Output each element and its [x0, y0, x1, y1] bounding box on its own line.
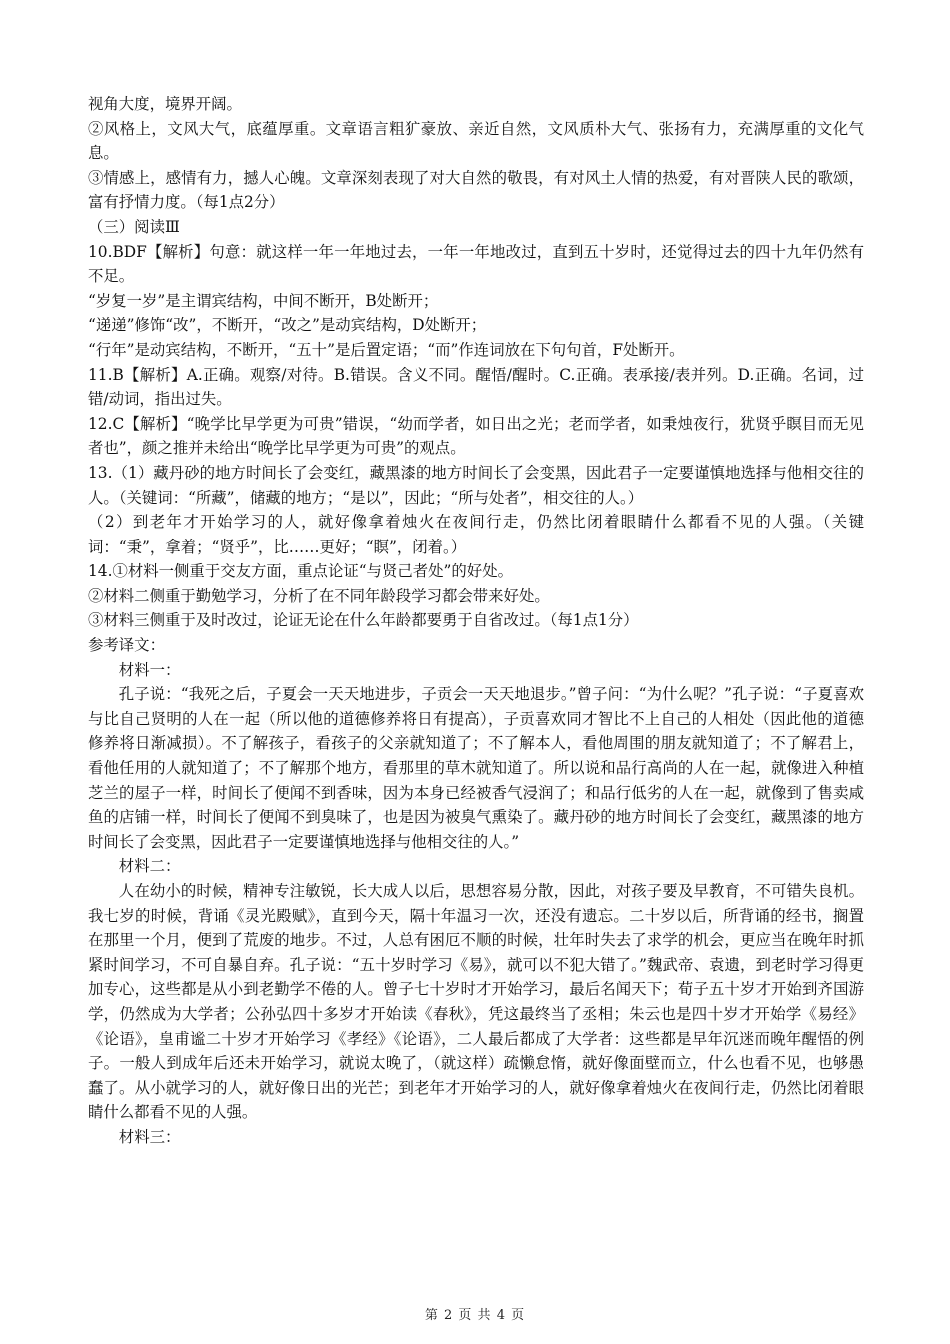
document-page: [88, 92, 864, 1150]
material1-title: 材料一：: [118, 660, 181, 679]
material2-body: 人在幼小的时候，精神专注敏锐，长大成人以后，思想容易分散，因此，对孩子要及早教育，不可错失良机。我七岁的时候，背诵《灵光殿赋》，直到今天，隔十年温习一次，还没有遗忘。二十岁以后，所背诵的经书，搁置在那里一个月，便到了荒废的地步。不过，人总有困厄不顺的时候，壮年时失去了求学的机会，更应当在晚年时抓紧时间学习，不可自暴自弃。孔子说：“五十岁时学习《易》，就可以不犯大错了。”魏武帝、袁遗，到老时学习得更加专心，这些都是从小到老勤学不倦的人。曾子七十岁时才开始学习，最后名闻天下；荀子五十岁才开始到齐国游学，仍然成为大学者；公孙弘四十多岁才开始读《春秋》，凭这最终当了丞相；朱云也是四十岁才开始学《易经》《论语》，皇甫谧二十岁才开始学习《孝经》《论语》，二人最后都成了大学者：这些都是早年沉迷而晚年醒悟的例子。一般人到成年后还未开始学习，就说太晚了，（就这样）疏懒怠惰，就好像面壁而立，什么也看不见，也够愚蠢了。从小就学习的人，就好像日出的光芒；到老年才开始学习的人，就好像拿着烛火在夜间行走，仍然比闭着眼睛什么都看不见的人强。: [88, 882, 864, 1122]
answer-line: 11.B【解析】A.正确。观察/对待。B.错误。含义不同。醒悟/醒时。C.正确。表承接/表并列。D.正确。名词，过错/动词，指出过失。: [88, 365, 864, 409]
answer-line: ②风格上，文风大气，底蕴厚重。文章语言粗犷豪放、亲近自然，文风质朴大气、张扬有力，充满厚重的文化气息。: [88, 119, 864, 163]
answer-line: ③材料三侧重于及时改过，论证无论在什么年龄都要勇于自省改过。（每1点1分）: [88, 611, 639, 630]
answer-line: ③情感上，感情有力，撼人心魄。文章深刻表现了对大自然的敬畏，有对风土人情的热爱，有对晋陕人民的歌颂，富有抒情力度。（每1点2分）: [88, 168, 864, 212]
answer-line: 10.BDF【解析】句意：就这样一年一年地过去，一年一年地改过，直到五十岁时，还觉得过去的四十九年仍然有不足。: [88, 242, 864, 286]
page-footer: 第 2 页 共 4 页: [424, 1308, 526, 1323]
translation-heading: 参考译文：: [88, 636, 165, 655]
answer-line: ②材料二侧重于勤勉学习，分析了在不同年龄段学习都会带来好处。: [88, 586, 550, 605]
material2-title: 材料二：: [118, 857, 181, 876]
answer-line: 视角大度，境界开阔。: [88, 95, 242, 113]
material3-title: 材料三：: [118, 1127, 181, 1146]
material1-body: 孔子说：“我死之后，子夏会一天天地进步，子贡会一天天地退步。”曾子问：“为什么呢？”孔子说：“子夏喜欢与比自己贤明的人在一起（所以他的道德修养将日有提高），子贡喜欢同才智比不上自己的人相处（因此他的道德修养将日渐减损）。不了解孩子，看孩子的父亲就知道了；不了解本人，看他周围的朋友就知道了；不了解君上，看他任用的人就知道了；不了解那个地方，看那里的草木就知道了。所以说和品行高尚的人在一起，就像进入种植芝兰的屋子一样，时间长了便闻不到香味，因为本身已经被香气浸润了；和品行低劣的人在一起，就像到了售卖咸鱼的店铺一样，时间长了便闻不到臭味了，也是因为被臭气熏染了。藏丹砂的地方时间长了会变红，藏黑漆的地方时间长了会变黑，因此君子一定要谨慎地选择与他相交往的人。”: [88, 685, 864, 851]
answer-line: 14.①材料一侧重于交友方面，重点论证“与贤己者处”的好处。: [88, 562, 513, 581]
answer-line: “岁复一岁”是主谓宾结构，中间不断开，B处断开；: [88, 291, 439, 310]
answer-line: （2）到老年才开始学习的人，就好像拿着烛火在夜间行走，仍然比闭着眼睛什么都看不见的人强。（关键词：“秉”，拿着；“贤乎”，比……更好；“瞑”，闭着。）: [88, 513, 864, 556]
answer-line: “递递”修饰“改”，不断开，“改之”是动宾结构，D处断开；: [88, 316, 487, 335]
answer-line: “行年”是动宾结构，不断开，“五十”是后置定语；“而”作连词放在下句句首，F处断开。: [88, 340, 685, 359]
answer-line: 12.C【解析】“晚学比早学更为可贵”错误，“幼而学者，如日出之光；老而学者，如秉烛夜行，犹贤乎瞑目而无见者也”，颜之推并未给出“晚学比早学更为可贵”的观点。: [88, 414, 864, 458]
answer-line: 13.（1）藏丹砂的地方时间长了会变红，藏黑漆的地方时间长了会变黑，因此君子一定要谨慎地选择与他相交往的人。（关键词：“所藏”，储藏的地方；“是以”，因此；“所与处者”，相交往的人。）: [88, 463, 864, 507]
section-heading: （三）阅读Ⅲ: [88, 217, 180, 236]
